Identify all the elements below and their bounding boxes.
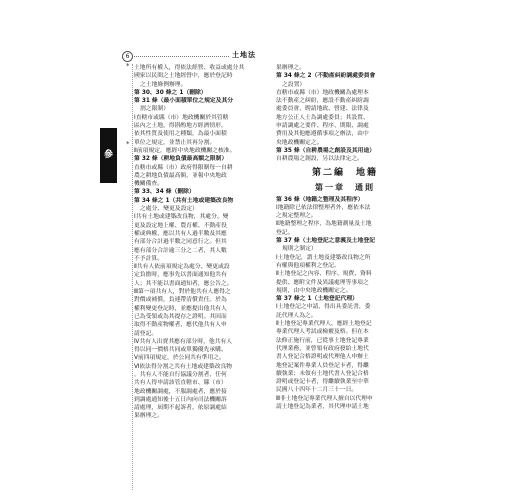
article-heading-line: 第 33、34 條（刪除） bbox=[134, 189, 195, 196]
section-title: 第一章 通則 bbox=[315, 182, 375, 192]
article-heading-line: 第 31 條（最小面積單位之規定及其分 bbox=[134, 98, 234, 105]
text-line: 費用及其他應遵循事項之辦法，由中 bbox=[276, 131, 369, 138]
article-heading-line: 第 32 條（耕地負債最高額之限制） bbox=[134, 156, 228, 163]
text-line: Ⅰ土地登記之申請，得出具委託書，委 bbox=[276, 304, 371, 311]
margin-marker-star: * bbox=[126, 62, 130, 70]
text-line: 單位之規定，並禁止其再分割。 bbox=[134, 139, 216, 146]
text-line: 定負擔時，應事先以書面通知他共有 bbox=[134, 272, 227, 279]
article-heading-line: 第 34 條之 2（不動產糾紛調處委員會 bbox=[276, 73, 376, 80]
margin-marker-star: * bbox=[126, 140, 130, 148]
left-text-column bbox=[134, 64, 270, 490]
text-line: Ⅱ地籍整理之程序，為地籍測量及土地 bbox=[276, 221, 372, 228]
text-line: Ⅲ第一項共有人，對於他共有人應得之 bbox=[134, 289, 231, 296]
text-line: 託代理人為之。 bbox=[276, 312, 317, 319]
article-heading-line: 第 37 條（土地登記之意義及土地登記 bbox=[276, 238, 376, 245]
text-line: 已為受領或為其提存之證明。其因而 bbox=[134, 313, 227, 320]
text-line: Ⅱ前項規定，應經中央地政機關之核准。 bbox=[134, 147, 236, 154]
text-line: Ⅰ直轄市或縣（市）地政機關於其管轄 bbox=[134, 114, 229, 121]
text-line: 得以同一價格共同或單獨優先承購。 bbox=[134, 347, 227, 354]
text-line: 提供、應附文件及異議處理等事項之 bbox=[276, 279, 369, 286]
text-line: 法不動產之糾紛，應設不動產糾紛調 bbox=[276, 98, 369, 105]
text-line: Ⅰ土地登記，謂土地及建築改良物之所 bbox=[276, 254, 371, 261]
text-line: 地登記案件專業人員登記卡者，得繼 bbox=[276, 362, 369, 369]
text-line: 有部分合計過半數之同意行之。但其 bbox=[134, 239, 227, 246]
text-line: 國家以民間之土地經營中，應於登記時 bbox=[134, 73, 233, 80]
text-line: 之設置） bbox=[282, 81, 306, 88]
right-column-top bbox=[276, 64, 414, 164]
text-line: 證明或登記卡者，得繼續執業至中華 bbox=[276, 379, 369, 386]
text-line: 規則，由中央地政機關定之。 bbox=[276, 287, 352, 294]
text-line: Ⅵ依法得分割之共有土地或建築改良物 bbox=[134, 363, 233, 370]
text-line: 果辦理之。 bbox=[276, 65, 305, 71]
running-head: 土地法 bbox=[232, 51, 256, 59]
text-line: 有權與他項權利之登記。 bbox=[276, 262, 340, 269]
text-line: Ⅳ共有人出賣其應有部分時，他共有人 bbox=[134, 338, 233, 345]
text-line: 規則之制定） bbox=[282, 246, 317, 253]
text-line: 更及設定地上權、農育權、不動產役 bbox=[134, 222, 227, 229]
right-text-column bbox=[276, 64, 414, 490]
text-line: 割之限制） bbox=[140, 106, 169, 113]
text-line: 登記。 bbox=[276, 229, 294, 236]
page-number: 6 bbox=[122, 51, 133, 62]
text-line: 直轄市或縣（市）地政機關為處理本 bbox=[276, 89, 369, 96]
text-line: 代理業務，並曾領有政府發給土地代 bbox=[276, 345, 369, 352]
text-line: 請登記。 bbox=[134, 330, 158, 337]
text-line: 應有部分合計逾三分之二者，其人數 bbox=[134, 247, 227, 254]
margin-dotted-rule bbox=[132, 64, 133, 490]
article-heading-line: 第 35 條（自耕農場之創設及其用途） bbox=[276, 147, 376, 154]
chapter-title: 第二編 地籍 bbox=[311, 167, 378, 178]
article-heading-line: 第 34 條之 1（共有土地或建築改良物 bbox=[134, 197, 234, 204]
text-line: 權或典權，應以共有人過半數及其應 bbox=[134, 230, 227, 237]
text-line: 直轄市或縣（市）政府得限制每一自耕 bbox=[134, 164, 233, 171]
text-line: 對價或補償，負連帶清償責任。於為 bbox=[134, 297, 227, 304]
text-line: Ⅴ前四項規定，於公同共有準用之。 bbox=[134, 355, 225, 362]
text-line: 法修正施行前，已從事土地登記專業 bbox=[276, 337, 369, 344]
text-line: 到調處通知後十五日內向司法機關訴 bbox=[134, 396, 227, 403]
text-line: 書人登記合格證明或代理他人申辦土 bbox=[276, 354, 369, 361]
header-dotted-rule bbox=[134, 56, 229, 57]
text-line: 權利變更登記時，並應提出他共有人 bbox=[134, 305, 227, 312]
text-line: Ⅱ土地登記之內容、程序、規費、資料 bbox=[276, 271, 372, 278]
text-line: 之規定整理之。 bbox=[276, 213, 317, 220]
text-line: Ⅰ地籍除已依法律整理者外，應依本法 bbox=[276, 204, 371, 211]
article-heading-line: 第 36 條（地籍之整理及其程序） bbox=[276, 196, 364, 203]
text-line: 自耕農場之創設，另以法律定之。 bbox=[276, 156, 363, 163]
text-line: 央地政機關定之。 bbox=[276, 139, 323, 146]
text-line: 農之耕地負債最高額，並報中央地政 bbox=[134, 172, 227, 179]
document-page bbox=[120, 50, 420, 490]
text-line: 共有人得申請該管直轄市、縣（市） bbox=[134, 380, 227, 387]
text-line: 之土地條例辦理。 bbox=[140, 81, 187, 88]
text-line: 之處分、變更及設定） bbox=[140, 206, 198, 213]
text-line: 取得不動產物權者，應代他共有人申 bbox=[134, 322, 227, 329]
text-line: Ⅱ土地登記專業代理人，應經土地登記 bbox=[276, 321, 372, 328]
article-heading-line: 第 30、30 條之 1（刪除） bbox=[134, 89, 207, 96]
side-thumb-tab: 參 bbox=[100, 128, 117, 183]
text-line: Ⅱ共有人依前項規定為處分、變更或設 bbox=[134, 264, 230, 271]
text-line: 專業代理人考試或檢覈及格。但在本 bbox=[276, 329, 369, 336]
page-header bbox=[120, 50, 420, 64]
text-line: 依其性質及使用之種類，為最小面積 bbox=[134, 131, 227, 138]
article-heading-line: 第 37 條之 1（土地登記代理） bbox=[276, 296, 358, 303]
text-line: Ⅰ共有土地或建築改良物，其處分、變 bbox=[134, 214, 229, 221]
text-line: 地方公正人士為調處委員；其設置、 bbox=[276, 114, 369, 121]
text-line: 地政機關調處，不服調處者，應於接 bbox=[134, 388, 227, 395]
text-line: 請處理，屆期不起訴者，依原調處結 bbox=[134, 405, 227, 412]
text-line: 處委員會，聘請地政、營建、法律及 bbox=[276, 106, 369, 113]
text-line: 果辦理之。 bbox=[134, 413, 163, 420]
text-line: 申請調處之要件、程序、期限、調處 bbox=[276, 123, 369, 130]
text-line: 土地所有權人，得依法經營、收益或處分其 bbox=[134, 65, 245, 71]
right-column-bottom bbox=[276, 196, 414, 412]
text-line: 民國八十四年十二月三十一日。 bbox=[276, 387, 358, 394]
text-line: ，共有人不能自行協議分割者，任何 bbox=[134, 371, 227, 378]
text-line: 不予計算。 bbox=[134, 255, 163, 262]
text-line: 人；其不能以書面通知者，應公告之。 bbox=[134, 280, 233, 287]
text-line: 請土地登記為業者，其代理申請土地 bbox=[276, 403, 369, 410]
text-line: Ⅲ非土地登記專業代理人擅自以代理申 bbox=[276, 395, 373, 402]
text-line: 區內之土地，得斟酌地方經濟情形， bbox=[134, 123, 227, 130]
text-line: 機關備查。 bbox=[134, 181, 163, 188]
text-line: 續執業；未領有土地代書人登記合格 bbox=[276, 370, 369, 377]
